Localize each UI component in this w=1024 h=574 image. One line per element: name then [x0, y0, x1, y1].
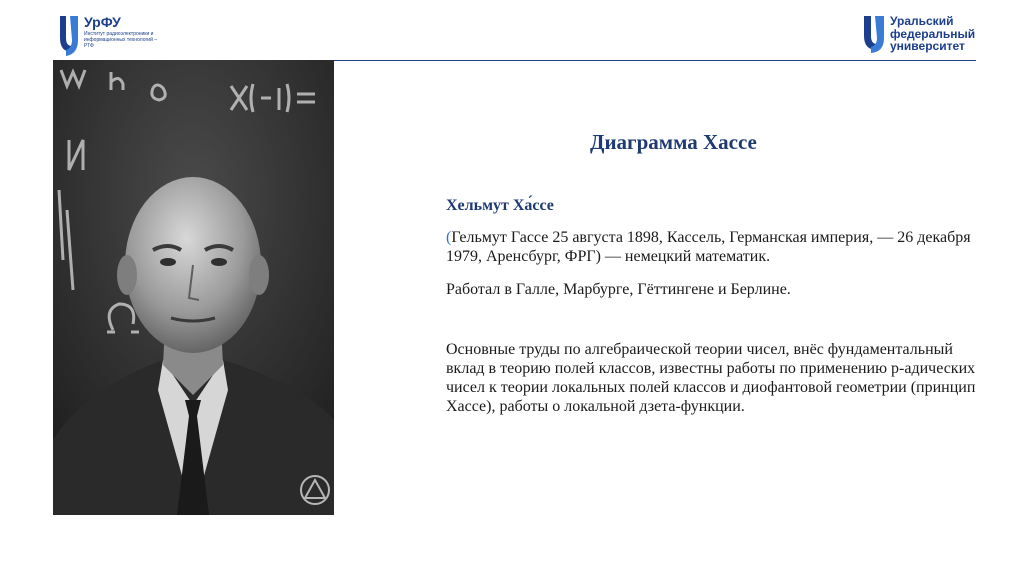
urfu-abbreviation: УрФУ	[84, 14, 121, 30]
institute-name: Институт радиоэлектроники и информационных технологий – РТФ	[84, 31, 158, 49]
person-name: Хельмут Ха́ссе	[446, 197, 554, 214]
university-name-line2: федеральный	[890, 26, 976, 41]
university-name-line1: Уральский	[890, 14, 954, 28]
university-u-icon	[862, 14, 886, 54]
bio-open-paren: (	[446, 229, 452, 246]
portrait-photo	[53, 60, 334, 515]
main-works-paragraph: Основные труды по алгебраической теории чисел, внёс фундаментальный вклад в теорию полей классов, известны работы по применению p-адических чисел к теории локальных полей классов и диофантовой геометрии (принцип Хассе), работы о локальной дзета-функции.	[446, 341, 976, 415]
work-places-paragraph: Работал в Галле, Марбурге, Гёттингене и Берлине.	[446, 281, 791, 298]
slide-title: Диаграмма Хассе	[590, 130, 757, 154]
university-name-line3: университет	[890, 39, 965, 53]
bio-text: Гельмут Гассе 25 августа 1898, Кассель, Германская империя, — 26 декабря 1979, Аренсбург, ФРГ) — немецкий математик.	[446, 229, 971, 265]
university-name	[890, 15, 990, 53]
header-divider	[330, 60, 976, 61]
urfu-logo-right	[862, 14, 992, 56]
bio-paragraph	[446, 228, 986, 266]
urfu-u-icon	[58, 14, 80, 58]
urfu-logo-left	[58, 14, 168, 60]
